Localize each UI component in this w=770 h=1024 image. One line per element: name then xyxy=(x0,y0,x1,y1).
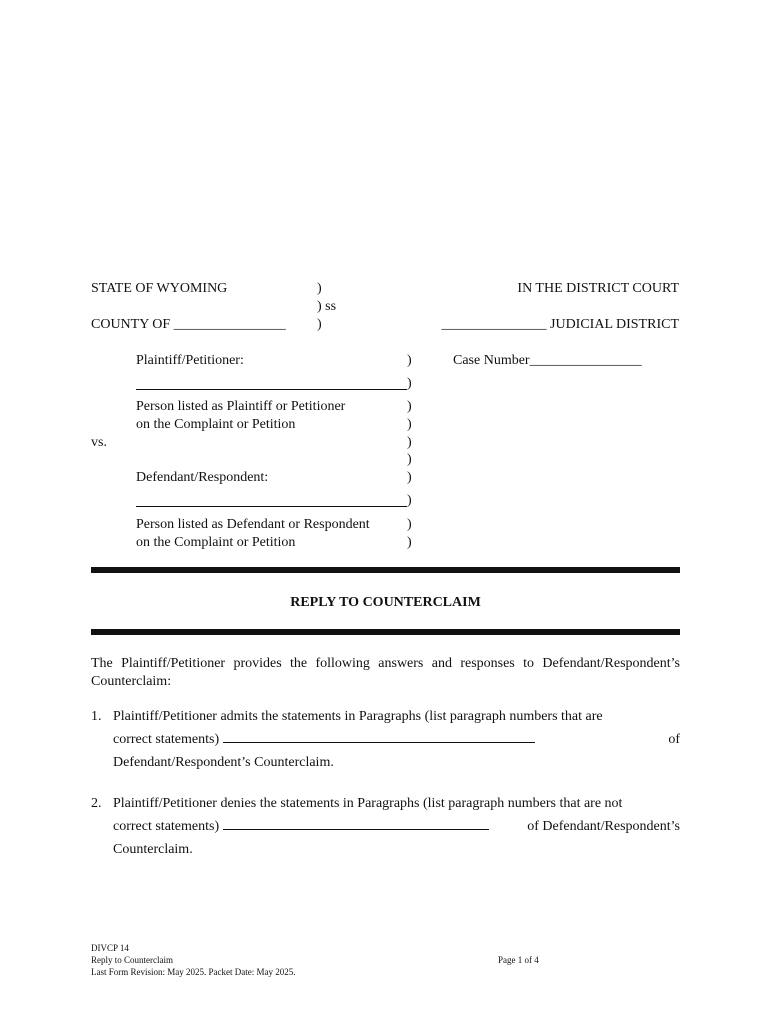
title-bottom-rule xyxy=(91,629,680,635)
item-line-3: Counterclaim. xyxy=(113,842,193,857)
party-paren: ) xyxy=(407,399,412,414)
judicial-blank[interactable]: _______________ xyxy=(441,317,547,332)
party-paren: ) xyxy=(407,493,412,508)
party-paren: ) xyxy=(407,417,412,432)
item-prefix: correct statements) xyxy=(113,819,220,834)
item-line-2 xyxy=(113,728,680,751)
footer-revision: Last Form Revision: May 2025. Packet Date: May 2025. xyxy=(91,967,296,977)
document-title: REPLY TO COUNTERCLAIM xyxy=(290,595,481,610)
defendant-name-line[interactable] xyxy=(136,506,407,507)
caption-paren: ) xyxy=(317,281,322,296)
plaintiff-note-1: Person listed as Plaintiff or Petitioner xyxy=(136,399,346,414)
title-top-rule xyxy=(91,567,680,573)
county-prefix: COUNTY OF xyxy=(91,317,171,332)
caption-paren: ) xyxy=(317,317,322,332)
party-paren: ) xyxy=(407,452,412,467)
judicial-district-label: JUDICIAL DISTRICT xyxy=(550,317,679,332)
item-line-2 xyxy=(113,815,680,838)
ss-label: ) ss xyxy=(317,299,337,314)
intro-paragraph: The Plaintiff/Petitioner provides the following answers and responses to Defendant/Respondent’s Counterclaim: xyxy=(91,656,680,689)
footer-page-number: Page 1 of 4 xyxy=(498,955,539,965)
party-paren: ) xyxy=(407,470,412,485)
footer-form-code: DIVCP 14 xyxy=(91,943,129,953)
item-line-1: Plaintiff/Petitioner admits the statements in Paragraphs (list paragraph numbers that are xyxy=(113,709,603,724)
case-number-line xyxy=(453,352,642,370)
item-number: 2. xyxy=(91,796,102,811)
defendant-note-1: Person listed as Defendant or Respondent xyxy=(136,517,370,532)
case-number-blank[interactable]: ________________ xyxy=(529,353,642,368)
party-paren: ) xyxy=(407,435,412,450)
judicial-district-line xyxy=(442,316,679,334)
item-suffix: of xyxy=(668,732,680,747)
item-prefix: correct statements) xyxy=(113,732,220,747)
admitted-paragraphs-blank[interactable] xyxy=(223,728,535,743)
item-line-3: Defendant/Respondent’s Counterclaim. xyxy=(113,755,334,770)
item-suffix: of Defendant/Respondent’s xyxy=(527,819,680,834)
county-line xyxy=(91,316,286,334)
defendant-label: Defendant/Respondent: xyxy=(136,470,269,485)
denied-paragraphs-blank[interactable] xyxy=(223,815,489,830)
county-blank[interactable]: ________________ xyxy=(173,317,286,332)
state-label: STATE OF WYOMING xyxy=(91,281,228,296)
item-line-1: Plaintiff/Petitioner denies the statements in Paragraphs (list paragraph numbers that are not xyxy=(113,796,623,811)
footer-form-name: Reply to Counterclaim xyxy=(91,955,173,965)
party-paren: ) xyxy=(407,517,412,532)
defendant-note-2: on the Complaint or Petition xyxy=(136,535,296,550)
case-number-label: Case Number xyxy=(453,353,530,368)
plaintiff-name-line[interactable] xyxy=(136,389,407,390)
vs-label: vs. xyxy=(91,435,107,450)
plaintiff-label: Plaintiff/Petitioner: xyxy=(136,353,244,368)
party-paren: ) xyxy=(407,376,412,391)
court-label: IN THE DISTRICT COURT xyxy=(517,281,679,296)
party-paren: ) xyxy=(407,535,412,550)
plaintiff-note-2: on the Complaint or Petition xyxy=(136,417,296,432)
item-number: 1. xyxy=(91,709,102,724)
party-paren: ) xyxy=(407,353,412,368)
